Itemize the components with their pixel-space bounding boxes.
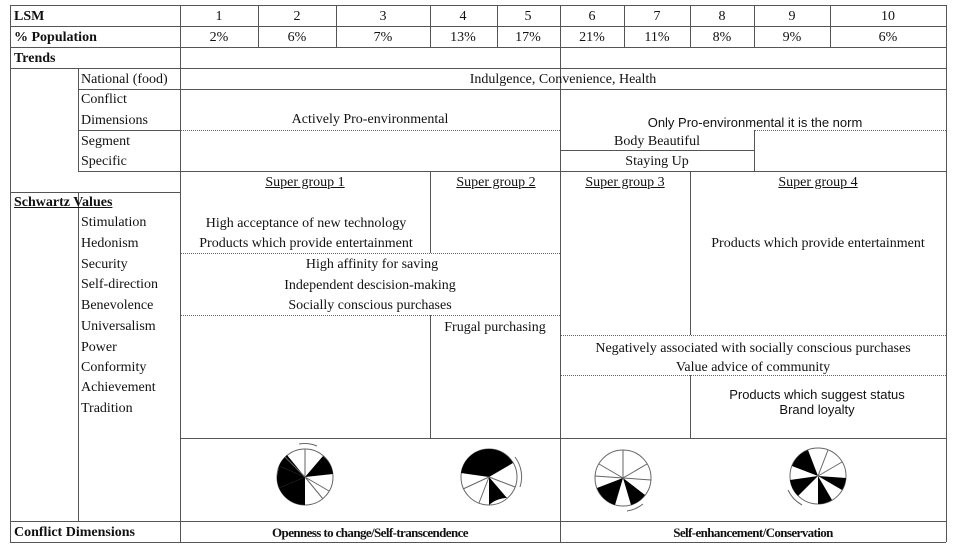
lsm-value: 5 xyxy=(524,9,532,24)
value-label: Self-direction xyxy=(81,277,158,292)
value-label: Tradition xyxy=(81,401,133,416)
lsm-value: 1 xyxy=(215,9,223,24)
super-group-heading: Super group 4 xyxy=(778,175,858,190)
shared-text: Socially conscious purchases xyxy=(288,298,452,313)
sg4-low-text: Products which suggest status xyxy=(729,387,905,402)
super-group-heading: Super group 1 xyxy=(265,175,345,190)
conflict-left-text: Actively Pro-environmental xyxy=(291,112,449,127)
values-circle-sg2 xyxy=(461,449,522,505)
shared-text: Independent descision-making xyxy=(284,278,456,293)
population-value: 6% xyxy=(878,30,898,45)
value-label: Security xyxy=(81,257,128,272)
value-label: Achievement xyxy=(81,380,156,395)
trends-heading: Trends xyxy=(14,51,56,66)
value-label: Power xyxy=(81,340,117,355)
population-value: 9% xyxy=(782,30,802,45)
values-circle-sg4 xyxy=(788,448,846,505)
super-group-heading: Super group 3 xyxy=(585,175,665,190)
population-value: 17% xyxy=(515,30,541,45)
population-value: 2% xyxy=(209,30,229,45)
value-label: Hedonism xyxy=(81,236,139,251)
lsm-label: LSM xyxy=(14,9,45,24)
super-group-heading: Super group 2 xyxy=(456,175,536,190)
lsm-value: 6 xyxy=(588,9,596,24)
sg1-text: Products which provide entertainment xyxy=(199,236,413,251)
value-label: Universalism xyxy=(81,319,156,334)
footer-right-dimension: Self-enhancement/Conservation xyxy=(673,525,833,540)
lsm-value: 4 xyxy=(459,9,467,24)
value-label: Benevolence xyxy=(81,298,154,313)
trend-row-label: Specific xyxy=(81,154,127,169)
population-value: 11% xyxy=(644,30,670,45)
lsm-value: 2 xyxy=(293,9,301,24)
footer-label: Conflict Dimensions xyxy=(14,525,135,540)
values-circle-sg1 xyxy=(277,444,333,505)
trend-row-label: Segment xyxy=(81,134,130,149)
trend-row-label: Conflict xyxy=(81,92,127,107)
sg4-low-text: Brand loyalty xyxy=(779,402,855,417)
lsm-value: 9 xyxy=(788,9,796,24)
footer-left-dimension: Openness to change/Self-transcendence xyxy=(272,525,468,540)
population-value: 21% xyxy=(579,30,605,45)
trend-row-label: Dimensions xyxy=(81,113,148,128)
lsm-value: 3 xyxy=(379,9,387,24)
lsm-value: 7 xyxy=(653,9,661,24)
schwartz-heading: Schwartz Values xyxy=(14,195,113,210)
population-value: 13% xyxy=(450,30,476,45)
conflict-right-text: Only Pro-environmental it is the norm xyxy=(647,115,863,130)
population-value: 8% xyxy=(712,30,732,45)
population-value: 7% xyxy=(373,30,393,45)
value-label: Conformity xyxy=(81,360,147,375)
trend-row-label: National (food) xyxy=(81,72,168,87)
sg34-text: Value advice of community xyxy=(675,360,831,375)
value-label: Stimulation xyxy=(81,215,147,230)
sg1-text: High acceptance of new technology xyxy=(205,216,407,231)
population-value: 6% xyxy=(287,30,307,45)
lsm-value: 10 xyxy=(881,9,895,24)
national-trends-text: Indulgence, Convenience, Health xyxy=(469,72,657,87)
sg34-text: Negatively associated with socially conscious purchases xyxy=(595,341,911,356)
segment-text: Staying Up xyxy=(625,154,689,169)
population-label: % Population xyxy=(14,30,97,45)
shared-text: High affinity for saving xyxy=(305,257,439,272)
segment-text: Body Beautiful xyxy=(614,134,700,149)
sg4-text: Products which provide entertainment xyxy=(711,236,925,251)
lsm-value: 8 xyxy=(718,9,726,24)
values-circle-sg3 xyxy=(595,450,651,511)
sg2-text: Frugal purchasing xyxy=(444,320,546,335)
